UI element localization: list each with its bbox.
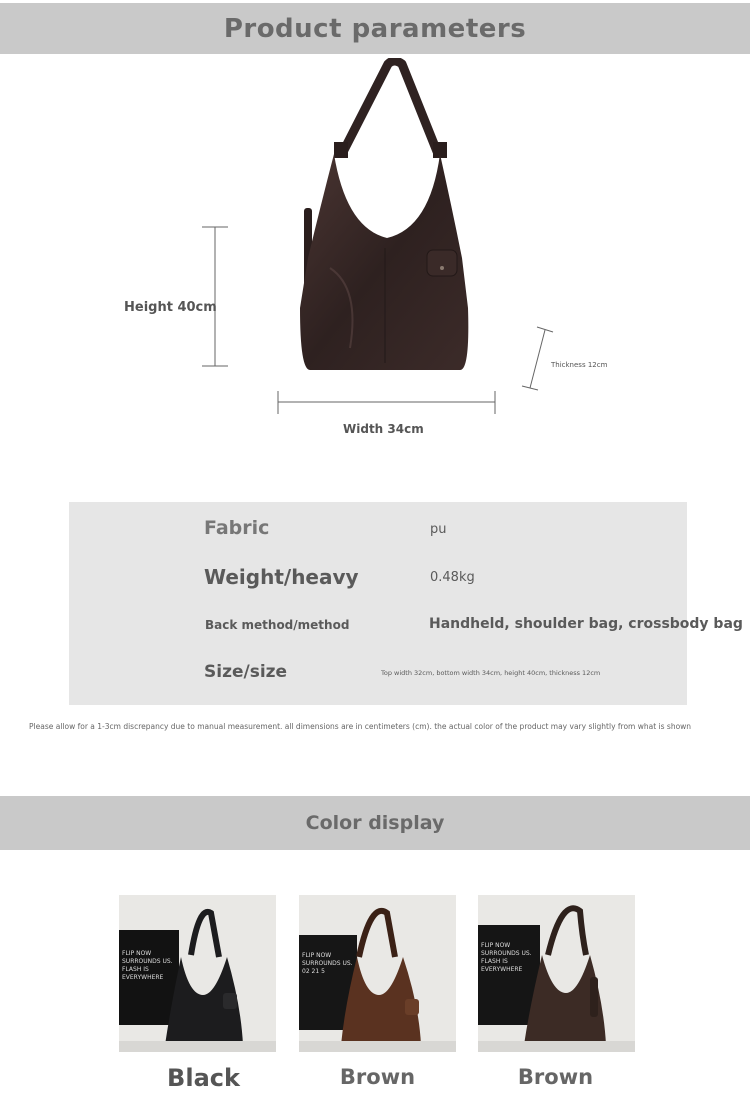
width-measure-line <box>277 390 497 416</box>
bag-photo-brown <box>299 895 456 1052</box>
thickness-label: Thickness 12cm <box>551 361 608 369</box>
poster-text: 02 21 5 <box>302 968 325 975</box>
thickness-measure-line <box>518 326 558 392</box>
color-name-brown: Brown <box>339 1065 416 1089</box>
spec-label-weight: Weight/heavy <box>204 565 359 589</box>
poster-text: SURROUNDS US. <box>302 960 353 967</box>
spec-label-back-method: Back method/method <box>205 618 350 632</box>
color-name-black: Black <box>167 1064 240 1092</box>
poster-text: EVERYWHERE <box>122 974 164 981</box>
poster-text: SURROUNDS US. <box>122 958 173 965</box>
poster-text: EVERYWHERE <box>481 966 523 973</box>
section-title: Color display <box>305 812 445 834</box>
bag-photo-dark-brown <box>478 895 635 1052</box>
bag-illustration <box>290 58 480 378</box>
measurement-note: Please allow for a 1-3cm discrepancy due to manual measurement. all dimensions are in centimeters (cm). the actual color of the product may vary slightly from what is shown <box>29 722 692 731</box>
color-swatch-brown-dark[interactable] <box>478 895 635 1052</box>
color-swatch-black[interactable] <box>119 895 276 1052</box>
spec-value-back-method: Handheld, shoulder bag, crossbody bag <box>429 616 743 632</box>
height-measure-line <box>200 226 230 368</box>
section-title: Product parameters <box>223 13 527 44</box>
poster-text: FLIP NOW <box>122 950 152 957</box>
spec-label-fabric: Fabric <box>204 517 270 539</box>
spec-label-size: Size/size <box>204 662 288 682</box>
poster-text: FLIP NOW <box>302 952 332 959</box>
spec-value-size: Top width 32cm, bottom width 34cm, height 40cm, thickness 12cm <box>381 669 601 677</box>
color-name-brown-dark: Brown <box>517 1065 594 1089</box>
height-label: Height 40cm <box>124 300 217 315</box>
poster-text: FLIP NOW <box>481 942 511 949</box>
color-display-banner <box>0 796 750 850</box>
bag-photo-black <box>119 895 276 1052</box>
color-swatch-brown[interactable] <box>299 895 456 1052</box>
poster-text: FLASH IS <box>122 966 149 973</box>
spec-value-weight: 0.48kg <box>430 570 475 585</box>
width-label: Width 34cm <box>343 422 424 436</box>
poster-text: SURROUNDS US. <box>481 950 532 957</box>
spec-value-fabric: pu <box>430 522 447 537</box>
product-parameters-banner <box>0 3 750 54</box>
poster-text: FLASH IS <box>481 958 508 965</box>
